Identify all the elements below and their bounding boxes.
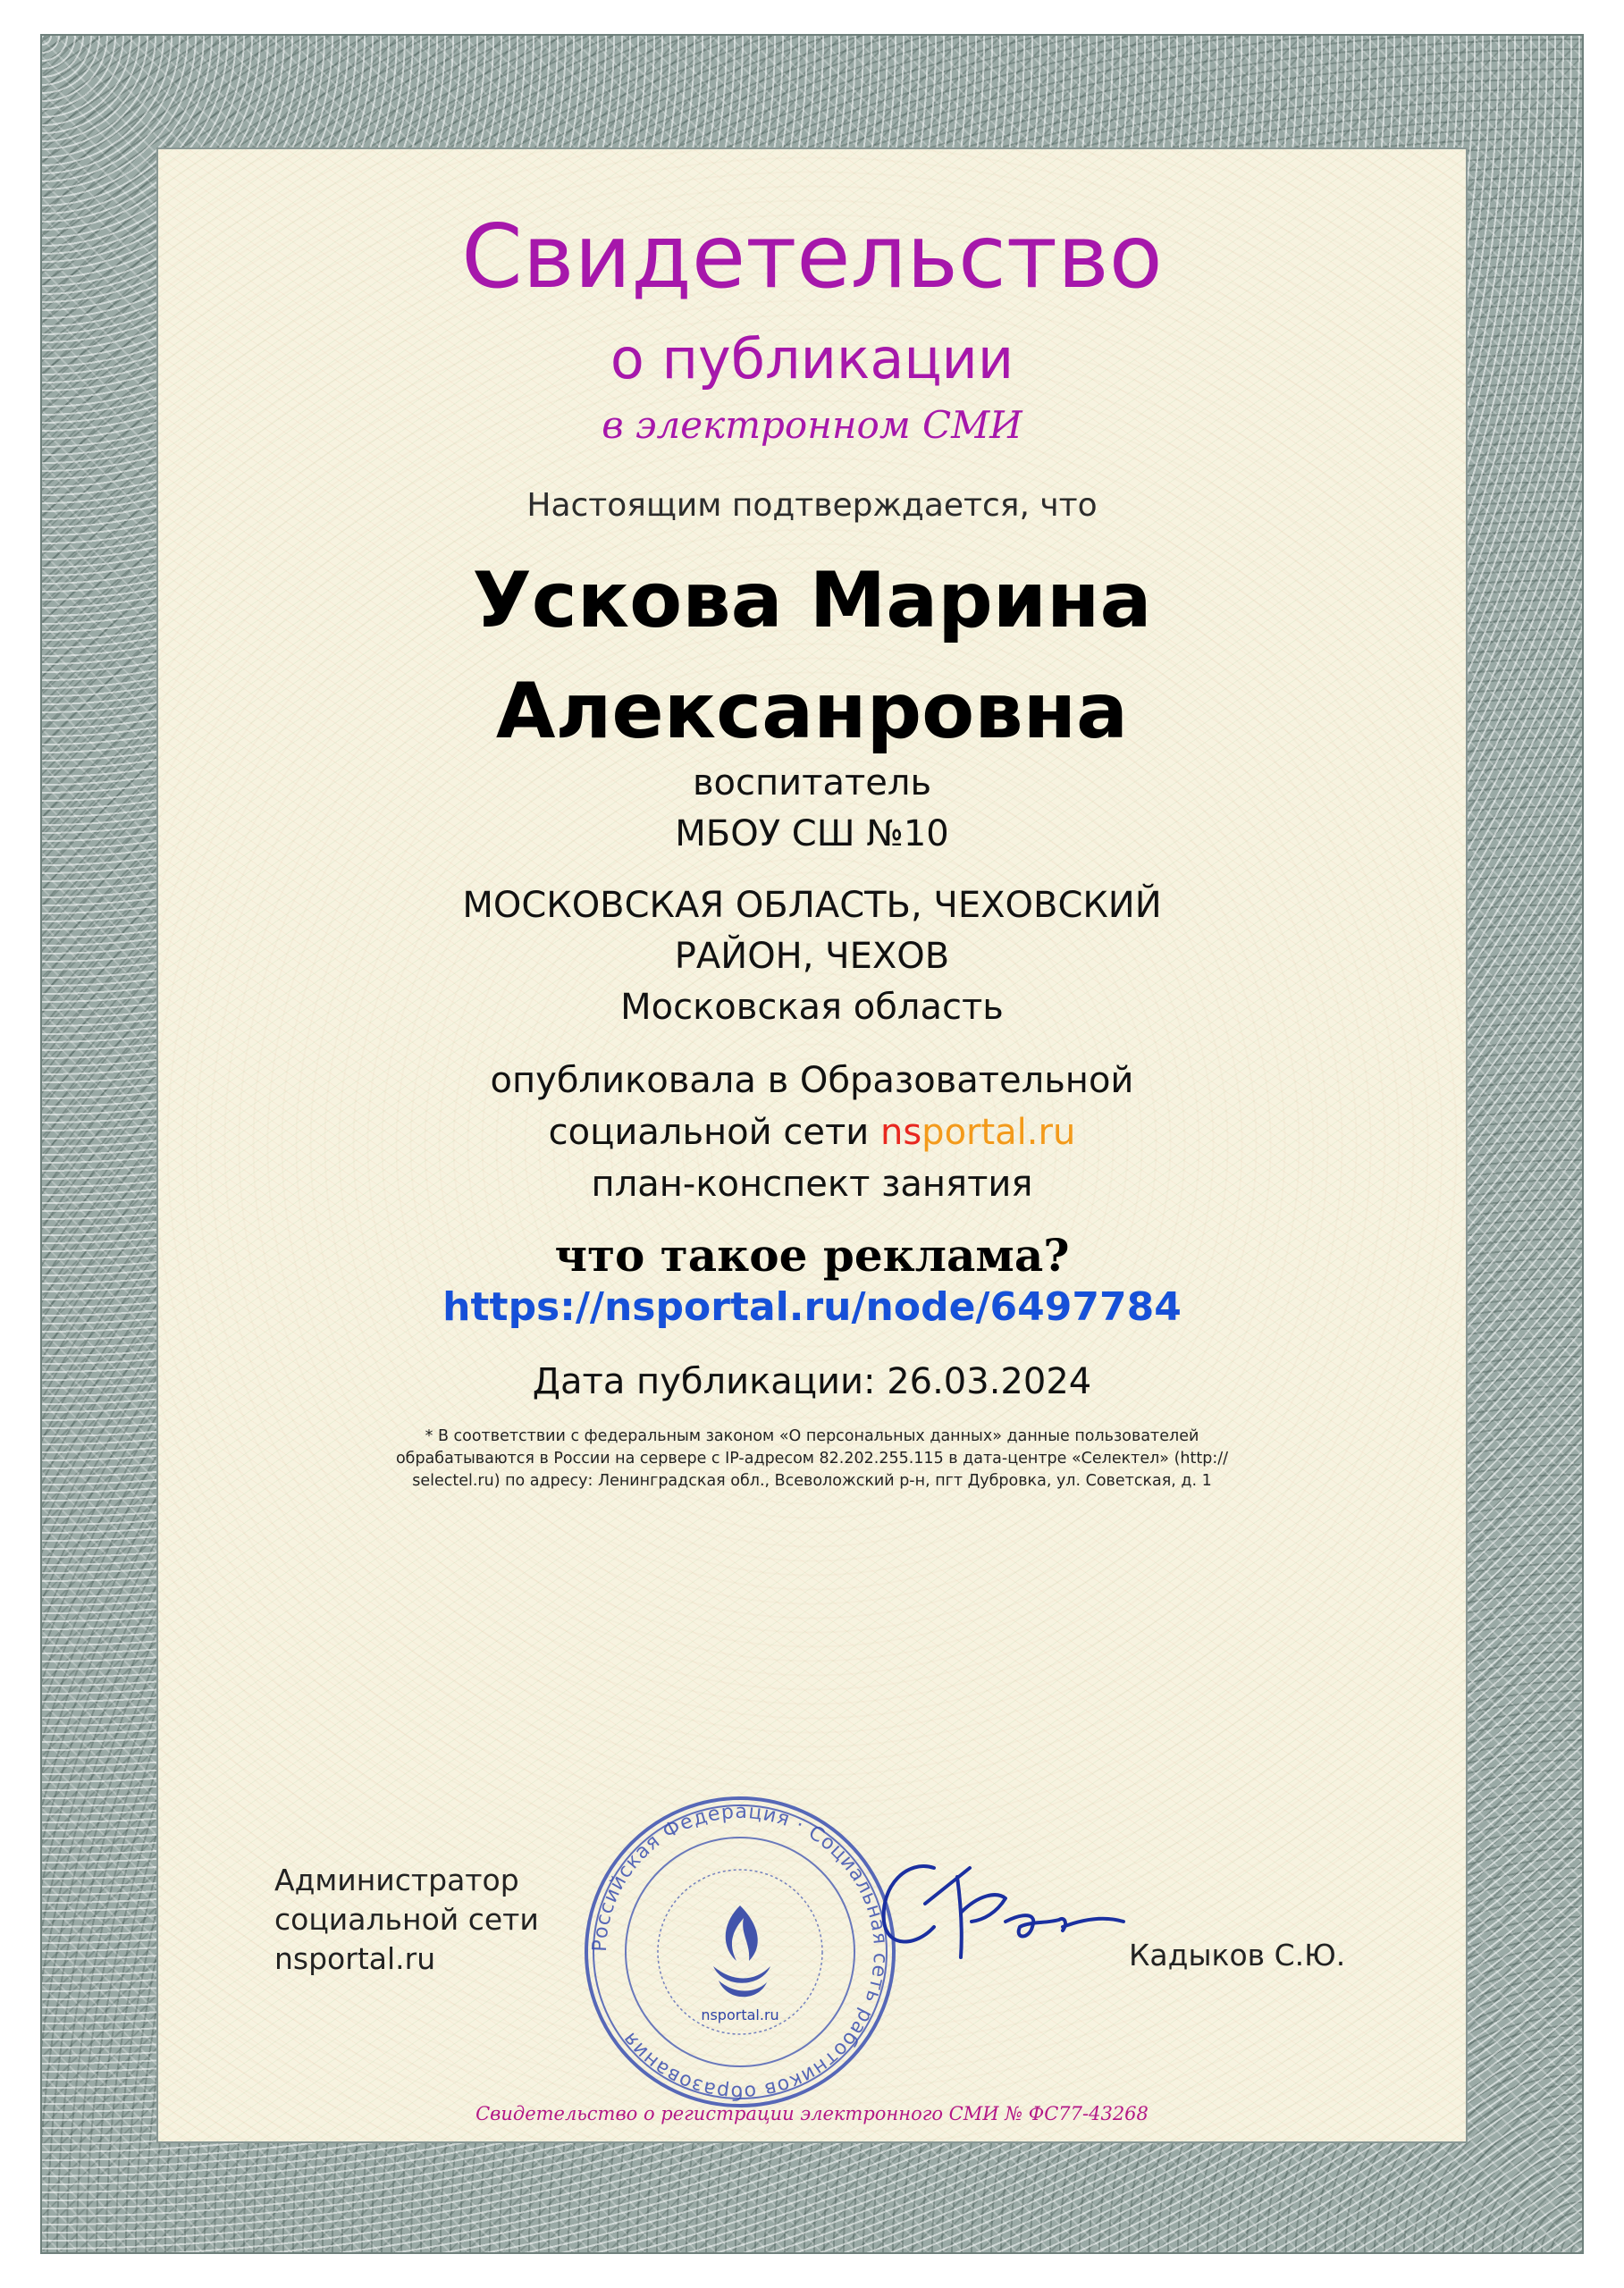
work-type: план-конспект занятия — [591, 1164, 1033, 1205]
privacy-note-line2: обрабатываются в России на сервере с IP-адресом 82.202.255.115 в дата-центре «Селектел» (http:// — [395, 1450, 1229, 1468]
published-line2 — [223, 1106, 1401, 1158]
published-line2-prefix: социальной сети — [548, 1112, 870, 1153]
region: Московская область — [620, 987, 1004, 1028]
certificate-title: Свидетельство — [461, 206, 1163, 308]
admin-line3: nsportal.ru — [274, 1941, 436, 1976]
admin-caption — [274, 1861, 539, 1979]
work-link[interactable]: https://nsportal.ru/node/6497784 — [442, 1284, 1182, 1330]
seal-inner-text: nsportal.ru — [701, 2006, 779, 2023]
site-name-portal: portal.ru — [921, 1112, 1076, 1153]
recipient-name-line2: Алексанровна — [495, 667, 1129, 756]
privacy-note — [223, 1426, 1401, 1493]
privacy-note-line1: * В соответствии с федеральным законом «О персональных данных» данные пользователей — [425, 1427, 1199, 1445]
recipient-name — [223, 545, 1401, 767]
recipient-school: МБОУ СШ №10 — [675, 813, 949, 854]
official-seal — [579, 1791, 901, 2113]
signer-name: Кадыков С.Ю. — [1129, 1938, 1346, 1973]
recipient-name-line1: Ускова Марина — [472, 556, 1152, 645]
published-line1: опубликовала в Образовательной — [490, 1060, 1134, 1101]
published-statement — [223, 1055, 1401, 1210]
registration-number: Свидетельство о регистрации электронного СМИ № ФС77-43268 — [475, 2103, 1149, 2124]
work-title: что такое реклама? — [554, 1229, 1070, 1282]
publication-date: Дата публикации: 26.03.2024 — [532, 1361, 1092, 1402]
flame-logo-icon — [713, 1905, 770, 1997]
handwritten-signature — [871, 1841, 1131, 1975]
media-caption: в электронном СМИ — [602, 403, 1022, 447]
address-line1: МОСКОВСКАЯ ОБЛАСТЬ, ЧЕХОВСКИЙ — [462, 885, 1162, 926]
privacy-note-line3: selectel.ru) по адресу: Ленинградская обл., Всеволожский р-н, пгт Дубровка, ул. Советская, д. 1 — [412, 1472, 1212, 1490]
seal-outer-text: Российская Федерация · Социальная сеть работников образования — [588, 1800, 892, 2104]
site-name-ns: ns — [879, 1112, 922, 1153]
address-line2: РАЙОН, ЧЕХОВ — [674, 936, 950, 977]
svg-text:Российская Федерация · Социаль — [589, 1801, 891, 2103]
recipient-position: воспитатель — [692, 762, 932, 803]
admin-line1: Администратор — [274, 1863, 519, 1897]
certificate-subtitle: о публикации — [610, 326, 1014, 391]
admin-line2: социальной сети — [274, 1902, 539, 1937]
confirm-text: Настоящим подтверждается, что — [526, 487, 1098, 524]
